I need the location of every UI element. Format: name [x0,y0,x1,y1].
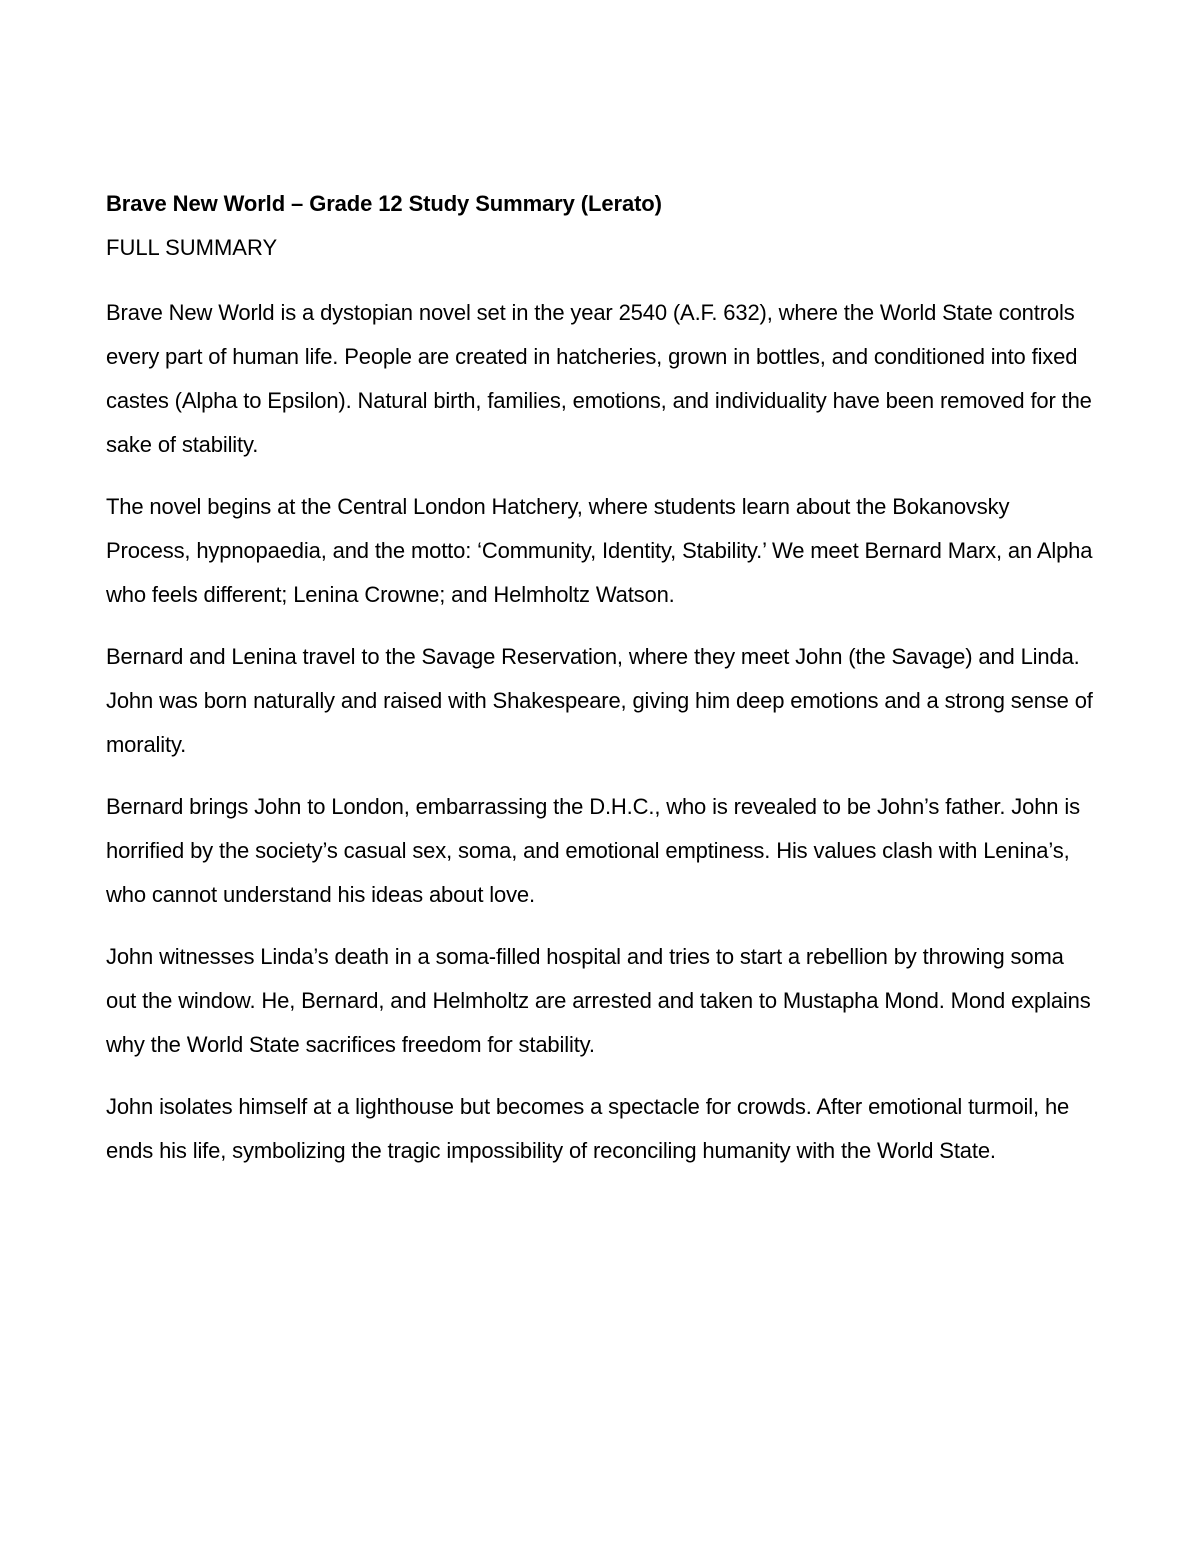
document-title: Brave New World – Grade 12 Study Summary (Lerato) [106,191,662,216]
summary-paragraph-2: The novel begins at the Central London Hatchery, where students learn about the Bokanovsky Process, hypnopaedia, and the motto: ‘Community, Identity, Stability.’ We meet Bernard Marx, an Alpha who feels different; Lenina Crowne; and Helmholtz Watson. [106,494,1093,607]
summary-paragraph-5: John witnesses Linda’s death in a soma-filled hospital and tries to start a rebellion by throwing soma out the window. He, Bernard, and Helmholtz are arrested and taken to Mustapha Mond. Mond explains why the World State sacrifices freedom for stability. [106,944,1091,1057]
summary-paragraph-1: Brave New World is a dystopian novel set in the year 2540 (A.F. 632), where the World State controls every part of human life. People are created in hatcheries, grown in bottles, and conditioned into fixed castes (Alpha to Epsilon). Natural birth, families, emotions, and individuality have been removed for the sake of stability. [106,300,1092,457]
document-body [106,188,1096,1173]
summary-paragraph-6: John isolates himself at a lighthouse but becomes a spectacle for crowds. After emotional turmoil, he ends his life, symbolizing the tragic impossibility of reconciling humanity with the World State. [106,1094,1070,1163]
summary-paragraph-3: Bernard and Lenina travel to the Savage Reservation, where they meet John (the Savage) and Linda. John was born naturally and raised with Shakespeare, giving him deep emotions and a strong sense of morality. [106,644,1093,757]
summary-paragraph-4: Bernard brings John to London, embarrassing the D.H.C., who is revealed to be John’s father. John is horrified by the society’s casual sex, soma, and emotional emptiness. His values clash with Lenina’s, who cannot understand his ideas about love. [106,794,1080,907]
section-heading: FULL SUMMARY [106,235,278,260]
